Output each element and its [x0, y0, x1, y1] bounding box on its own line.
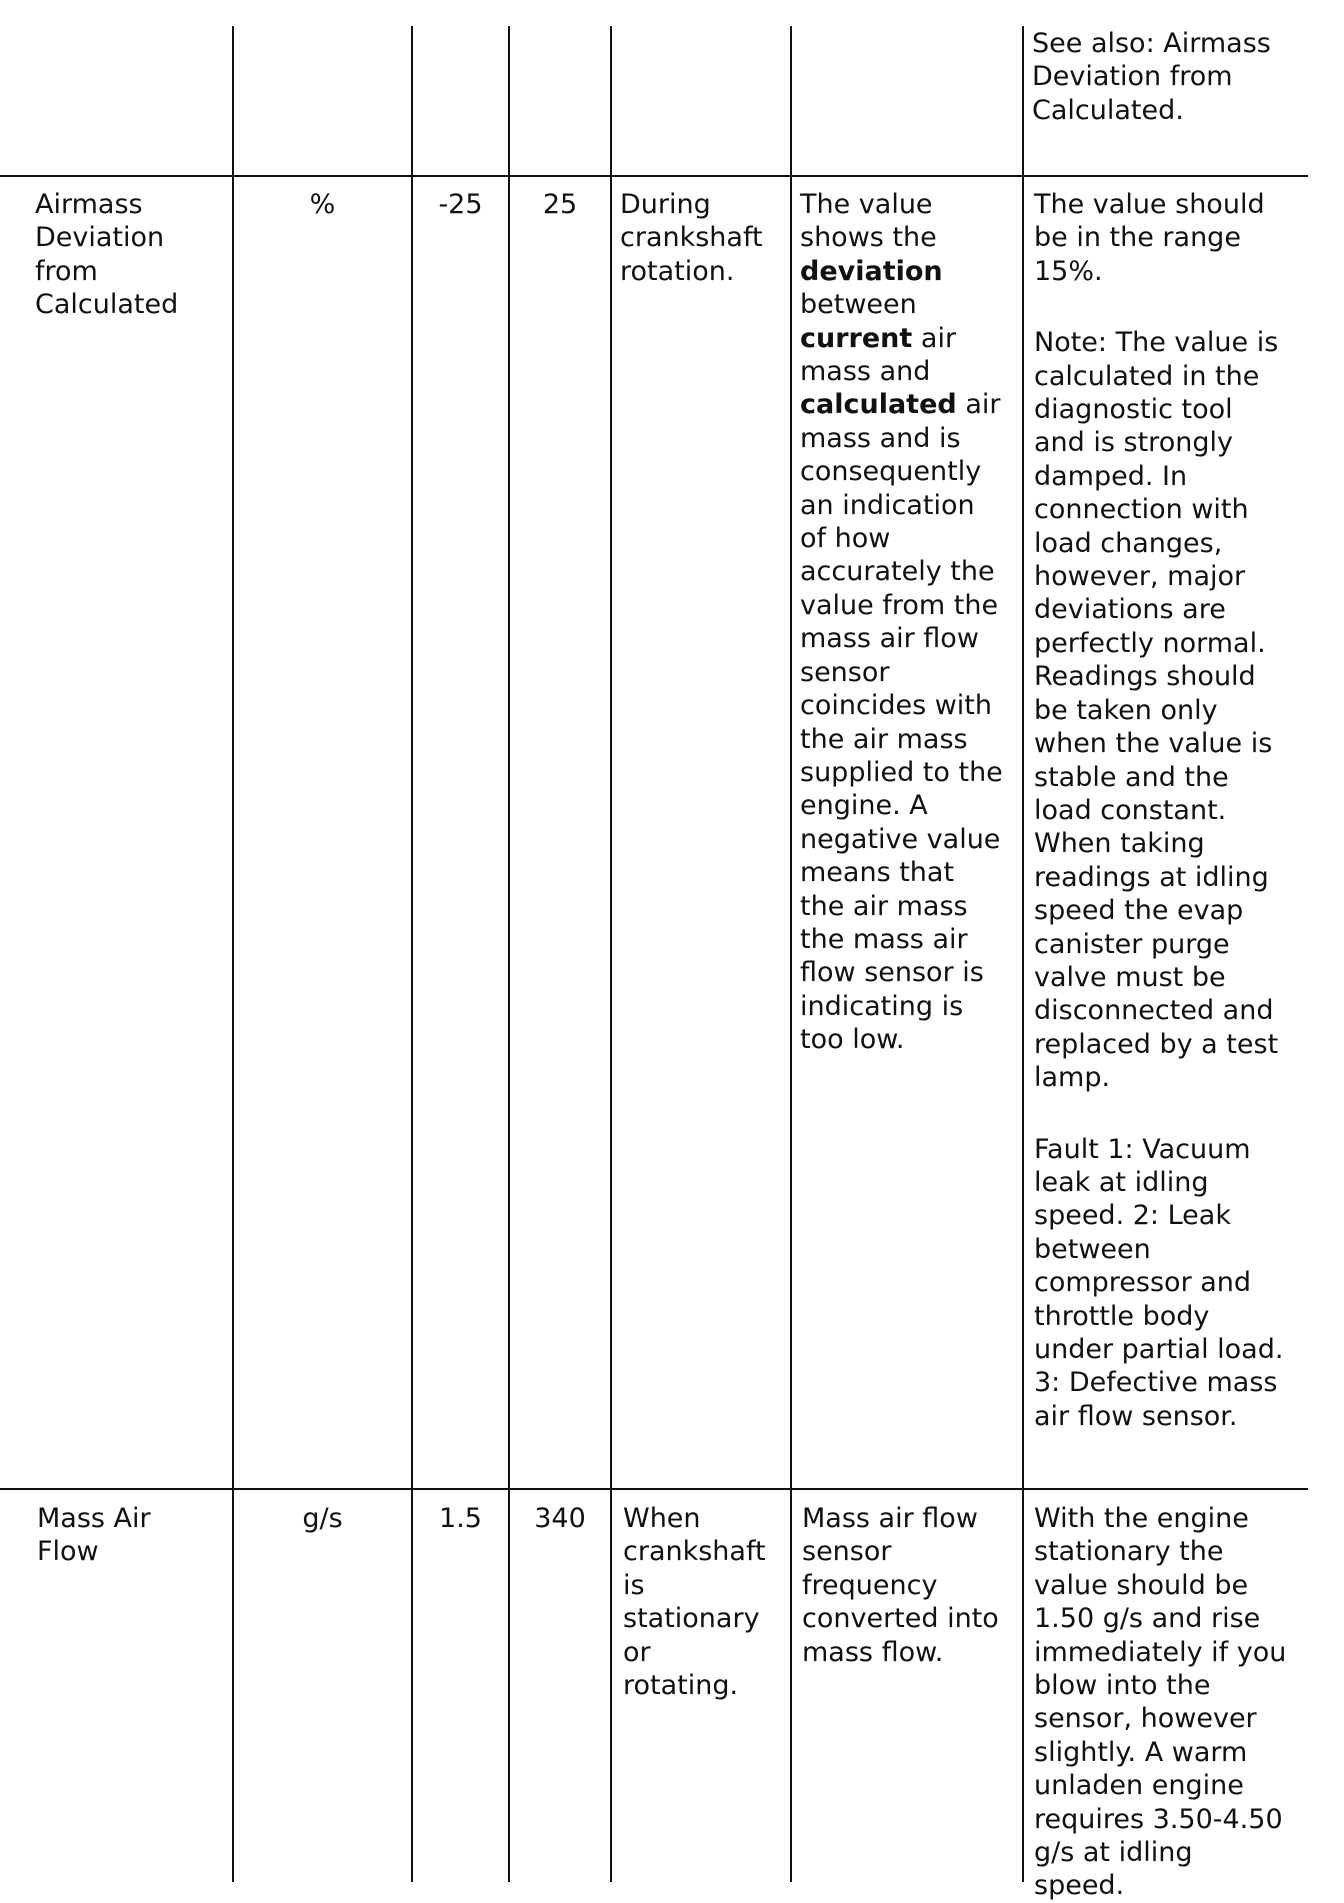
description-line: sensor — [802, 1536, 892, 1568]
row-1-parameter — [35, 188, 178, 322]
unit-value: % — [309, 189, 336, 220]
description-line: means that — [800, 857, 955, 889]
remark-line: damped. In — [1034, 460, 1188, 492]
description-line: an indication — [800, 489, 975, 521]
condition-line: stationary — [623, 1603, 760, 1635]
remark-line: however, major — [1034, 561, 1246, 593]
row-1-unit — [234, 188, 411, 221]
description-line: mass flow. — [802, 1636, 944, 1668]
remark-line: speed the evap — [1034, 895, 1244, 927]
remark-line: compressor and — [1034, 1267, 1252, 1299]
description-line: frequency — [802, 1569, 938, 1601]
remark-line: perfectly normal. — [1034, 627, 1266, 659]
row-1-condition — [620, 188, 763, 288]
remark-line: and is strongly — [1034, 427, 1233, 459]
remark-line: diagnostic tool — [1034, 394, 1233, 426]
condition-line: During — [620, 189, 711, 220]
remark-line: speed. 2: Leak — [1034, 1200, 1231, 1232]
column-rule — [610, 26, 612, 1882]
row-2-unit — [234, 1502, 411, 1535]
row-1-min — [413, 188, 508, 221]
row-2-min — [413, 1502, 508, 1535]
remark-line: deviations are — [1034, 594, 1226, 626]
remark-line: replaced by a test — [1034, 1028, 1279, 1060]
description-line: of how — [800, 523, 891, 555]
remark-line: immediately if you — [1034, 1636, 1287, 1668]
bold-term: calculated — [800, 389, 957, 421]
paragraph-gap — [1034, 1095, 1283, 1133]
row-rule — [0, 175, 1308, 177]
remark-line: load constant. — [1034, 794, 1227, 826]
description-line: consequently — [800, 456, 982, 488]
description-line: negative value — [800, 823, 1001, 855]
condition-line: is — [623, 1569, 645, 1601]
row-0-remarks — [1032, 27, 1271, 127]
remark-line: 3: Defective mass — [1034, 1367, 1278, 1399]
description-line: the air mass — [800, 723, 968, 755]
remark-line: readings at idling — [1034, 861, 1269, 893]
remark-line: unladen engine — [1034, 1770, 1244, 1802]
row-2-remarks — [1034, 1502, 1286, 1903]
description-line: flow sensor is — [800, 957, 984, 989]
remark-line: stationary the — [1034, 1536, 1224, 1568]
row-2-parameter — [37, 1502, 151, 1569]
remark-line: 1.50 g/s and rise — [1034, 1603, 1261, 1635]
parameter-line: Flow — [37, 1536, 99, 1568]
bold-term: deviation — [800, 255, 943, 287]
remark-line: be taken only — [1034, 694, 1218, 726]
row-rule — [0, 1488, 1308, 1490]
remark-line: between — [1034, 1233, 1151, 1265]
remark-line: When taking — [1034, 828, 1205, 860]
row-1-description — [800, 188, 1003, 1057]
remark-line: The value should — [1034, 189, 1265, 220]
remark-line: requires 3.50-4.50 — [1034, 1803, 1283, 1835]
description-line: the air mass — [800, 890, 968, 922]
parameter-line: Calculated — [35, 289, 179, 321]
min-value: 1.5 — [439, 1503, 482, 1534]
remark-line: Note: The value is — [1034, 327, 1279, 359]
remark-line: when the value is — [1034, 728, 1273, 760]
remark-line: throttle body — [1034, 1300, 1210, 1332]
condition-line: When — [623, 1503, 701, 1534]
description-line: coincides with — [800, 690, 993, 722]
description-line: engine. A — [800, 790, 928, 822]
description-line: value from the — [800, 589, 999, 621]
remark-line: disconnected and — [1034, 995, 1274, 1027]
remark-line: valve must be — [1034, 961, 1226, 993]
remark-line: lamp. — [1034, 1062, 1111, 1094]
description-line: between — [800, 289, 917, 321]
remark-line: canister purge — [1034, 928, 1230, 960]
remark-line: connection with — [1034, 494, 1249, 526]
column-rule — [790, 26, 792, 1882]
max-value: 340 — [534, 1503, 586, 1534]
remark-line: load changes, — [1034, 527, 1223, 559]
description-line: supplied to the — [800, 756, 1003, 788]
condition-line: or — [623, 1636, 651, 1668]
description-fragment: air — [912, 322, 957, 354]
row-2-max — [510, 1502, 610, 1535]
remark-line: under partial load. — [1034, 1334, 1284, 1365]
row-2-condition — [623, 1502, 766, 1702]
unit-value: g/s — [302, 1503, 343, 1534]
description-line: mass and — [800, 356, 931, 388]
condition-line: rotation. — [620, 255, 735, 287]
description-line: converted into — [802, 1603, 999, 1635]
remark-line: Fault 1: Vacuum — [1034, 1133, 1251, 1165]
remark-line: stable and the — [1034, 761, 1229, 793]
description-line: accurately the — [800, 556, 995, 588]
description-line: The value — [800, 189, 933, 220]
description-fragment: air — [956, 389, 1001, 421]
condition-line: crankshaft — [620, 222, 763, 254]
remark-line: sensor, however — [1034, 1703, 1257, 1735]
parameter-line: Airmass — [35, 189, 143, 220]
column-rule — [411, 26, 413, 1882]
remark-line: leak at idling — [1034, 1166, 1209, 1198]
max-value: 25 — [542, 189, 578, 220]
bold-term: current — [800, 322, 913, 354]
parameter-line: Deviation — [35, 222, 165, 254]
column-rule — [508, 26, 510, 1882]
description-line: indicating is — [800, 990, 964, 1022]
remark-line: g/s at idling — [1034, 1837, 1193, 1869]
condition-line: crankshaft — [623, 1536, 766, 1568]
row-1-max — [510, 188, 610, 221]
remark-line: 15%. — [1034, 255, 1103, 287]
parameter-line: Mass Air — [37, 1503, 151, 1534]
description-line — [800, 255, 1003, 288]
condition-line: rotating. — [623, 1670, 739, 1702]
remark-line: See also: Airmass — [1032, 28, 1271, 59]
description-line: sensor — [800, 656, 890, 688]
remark-line: Readings should — [1034, 661, 1256, 693]
description-line — [800, 388, 1003, 421]
remark-line: blow into the — [1034, 1670, 1211, 1702]
remark-line: calculated in the — [1034, 360, 1260, 392]
description-line: the mass air — [800, 923, 968, 955]
row-2-description — [802, 1502, 999, 1669]
parameter-line: from — [35, 255, 98, 287]
remark-line: be in the range — [1034, 222, 1241, 254]
description-line: mass and is — [800, 422, 961, 454]
min-value: -25 — [438, 189, 483, 220]
description-line: shows the — [800, 222, 937, 254]
row-1-remarks — [1034, 188, 1283, 1433]
column-rule — [232, 26, 234, 1882]
description-line: mass air flow — [800, 623, 979, 655]
description-line: too low. — [800, 1024, 905, 1056]
remark-line: air flow sensor. — [1034, 1400, 1238, 1432]
remark-line: slightly. A warm — [1034, 1736, 1248, 1768]
remark-line: Deviation from — [1032, 61, 1233, 93]
remark-line: Calculated. — [1032, 94, 1184, 126]
description-line: Mass air flow — [802, 1503, 978, 1534]
remark-line: value should be — [1034, 1569, 1249, 1601]
remark-line: With the engine — [1034, 1503, 1249, 1534]
description-line — [800, 322, 1003, 355]
column-rule — [1022, 26, 1024, 1882]
remark-line: speed. — [1034, 1870, 1125, 1902]
paragraph-gap — [1034, 288, 1283, 326]
